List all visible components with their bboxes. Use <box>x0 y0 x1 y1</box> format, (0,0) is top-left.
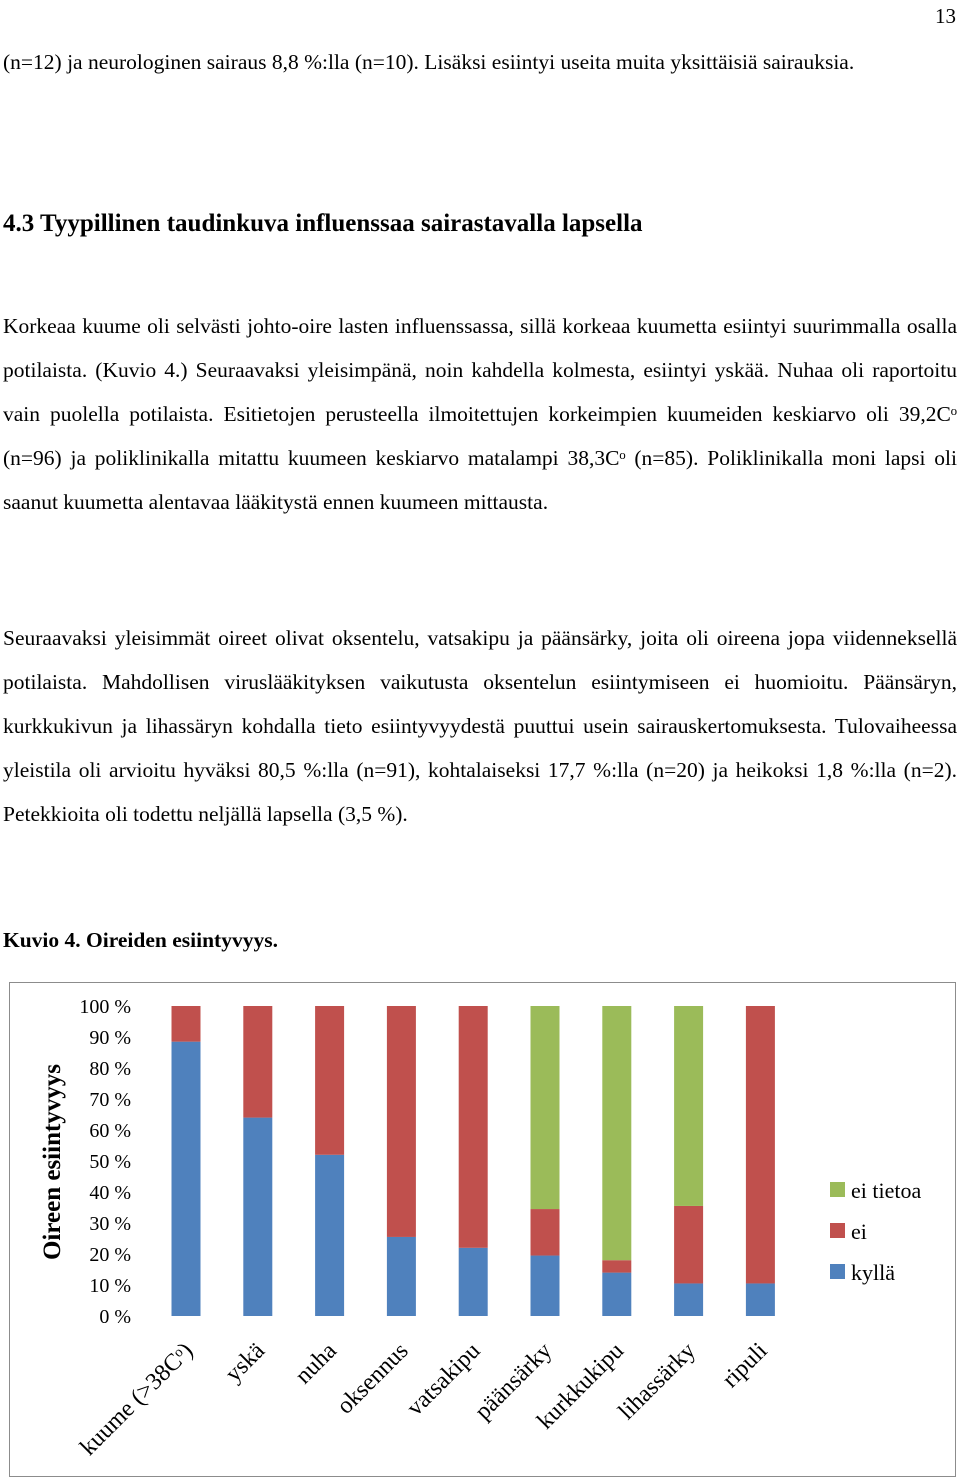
bar-segment <box>674 1206 703 1284</box>
x-category-label: päänsärky <box>470 1337 558 1426</box>
bar-segment <box>531 1006 560 1209</box>
paragraph-intro: (n=12) ja neurologinen sairaus 8,8 %:lla (n=10). Lisäksi esiintyi useita muita yksittäisiä sairauksia. <box>3 50 855 74</box>
bar-segment <box>674 1006 703 1206</box>
bar-segment <box>243 1006 272 1118</box>
legend-swatch <box>830 1223 845 1238</box>
y-tick-label: 10 % <box>89 1275 131 1297</box>
bar-segment <box>172 1006 201 1042</box>
bar-segment <box>315 1155 344 1316</box>
bar-segment <box>602 1260 631 1272</box>
bar-segment <box>387 1237 416 1316</box>
y-tick-label: 60 % <box>89 1120 131 1142</box>
bar-segment <box>172 1042 201 1316</box>
bar-segment <box>387 1006 416 1237</box>
bar-segment <box>602 1273 631 1316</box>
legend-label: ei <box>851 1219 867 1244</box>
y-tick-label: 100 % <box>79 996 131 1018</box>
section-heading: 4.3 Tyypillinen taudinkuva influenssaa sairastavalla lapsella <box>3 210 643 237</box>
x-category-label: nuha <box>290 1337 342 1390</box>
bar-segment <box>602 1006 631 1260</box>
x-category-label: kuume (>38Cᵒ) <box>75 1337 199 1461</box>
y-tick-label: 70 % <box>89 1089 131 1111</box>
x-category-label: oksennus <box>332 1337 414 1420</box>
bar-segment <box>531 1256 560 1316</box>
y-tick-label: 20 % <box>89 1244 131 1266</box>
x-category-label: ripuli <box>717 1337 773 1394</box>
legend-swatch <box>830 1182 845 1197</box>
legend-label: ei tietoa <box>851 1178 922 1203</box>
x-category-label: kurkkukipu <box>532 1337 630 1435</box>
bar-segment <box>459 1006 488 1248</box>
bar-segment <box>746 1283 775 1316</box>
bar-segment <box>531 1209 560 1256</box>
y-tick-label: 40 % <box>89 1182 131 1204</box>
bar-segment <box>315 1006 344 1155</box>
y-tick-label: 80 % <box>89 1058 131 1080</box>
y-tick-label: 0 % <box>99 1306 131 1328</box>
x-category-label: lihassärky <box>613 1337 701 1426</box>
figure-caption: Kuvio 4. Oireiden esiintyvyys. <box>3 928 278 952</box>
y-tick-label: 50 % <box>89 1151 131 1173</box>
bar-segment <box>746 1006 775 1283</box>
y-axis-label: Oireen esiintyvyys <box>39 1063 66 1261</box>
page-number: 13 <box>935 4 956 28</box>
bar-segment <box>459 1248 488 1316</box>
bar-segment <box>674 1283 703 1316</box>
legend-swatch <box>830 1264 845 1279</box>
y-tick-label: 30 % <box>89 1213 131 1235</box>
y-tick-label: 90 % <box>89 1027 131 1049</box>
bar-segment <box>243 1118 272 1316</box>
paragraph-symptoms: Seuraavaksi yleisimmät oireet olivat oksentelu, vatsakipu ja päänsärky, joita oli oireena jopa viidenneksellä potilaista. Mahdollisen viruslääkityksen vaikutusta oksentelun esiintymiseen ei huomioitu. Päänsäryn, kurkkukivun ja lihassäryn kohdalla tieto esiintyvyydestä puuttui usein sairauskertomuksesta. Tulovaiheessa yleistila oli arvioitu hyväksi 80,5 %:lla (n=91), kohtalaiseksi 17,7 %:lla (n=20) ja heikoksi 1,8 %:lla (n=2). Petekkioita oli todettu neljällä lapsella (3,5 %). <box>3 626 957 826</box>
legend-label: kyllä <box>851 1260 895 1285</box>
x-category-label: vatsakipu <box>402 1337 486 1422</box>
paragraph-fever: Korkeaa kuume oli selvästi johto-oire lasten influenssassa, sillä korkeaa kuumetta esiintyi suurimmalla osalla potilaista. (Kuvio 4.) Seuraavaksi yleisimpänä, noin kahdella kolmesta, esiintyi yskää. Nuhaa oli raportoitu vain puolella potilaista. Esitietojen perusteella ilmoitettujen korkeimpien kuumeiden keskiarvo oli 39,2Cᵒ (n=96) ja poliklinikalla mitattu kuumeen keskiarvo matalampi 38,3Cᵒ (n=85). Poliklinikalla moni lapsi oli saanut kuumetta alentavaa lääkitystä ennen kuumeen mittausta. <box>3 314 957 514</box>
x-category-label: yskä <box>220 1337 271 1388</box>
